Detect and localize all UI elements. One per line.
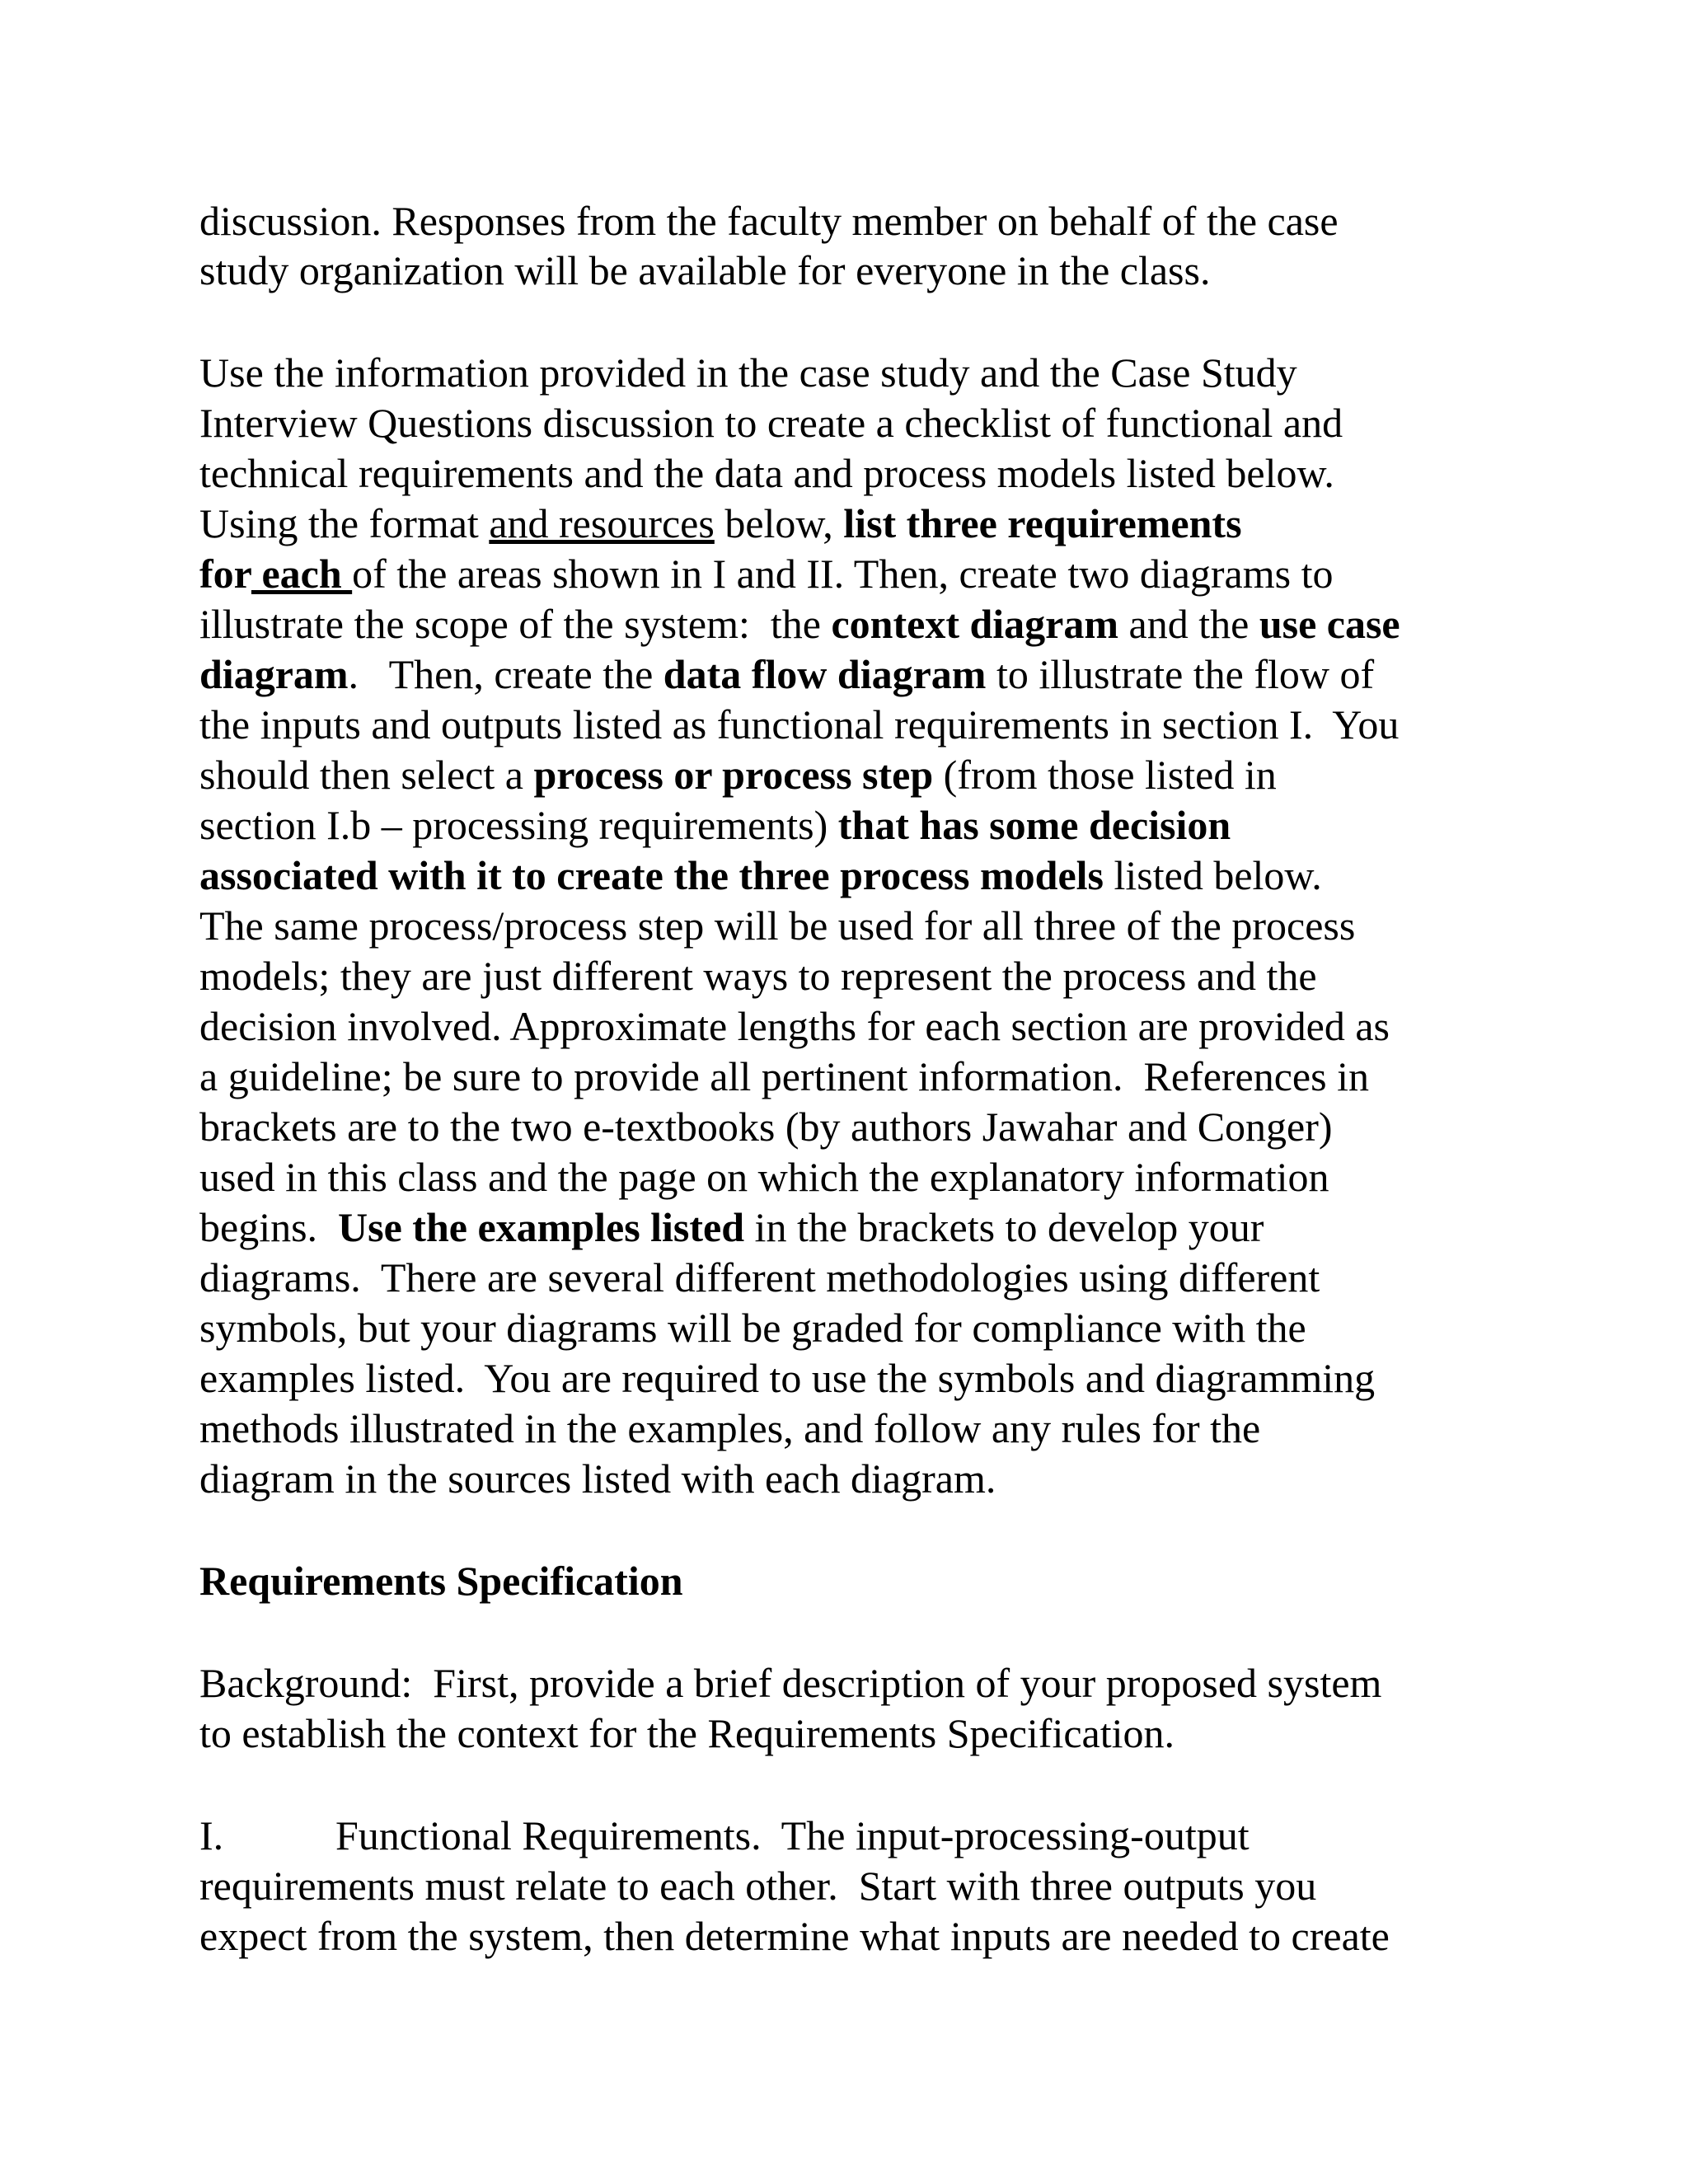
text-line: associated with it to create the three process models listed below. [199,852,1322,898]
bold-text: list three requirements [843,500,1242,546]
text-line: Interview Questions discussion to create a checklist of functional and [199,400,1343,446]
bold-text: use case [1259,601,1400,647]
text-line: diagram in the sources listed with each diagram. [199,1455,996,1502]
bold-text: data flow diagram [663,651,987,697]
text-line: Background: First, provide a brief description of your proposed system [199,1660,1382,1706]
bold-text: context diagram [831,601,1119,647]
section-heading: Requirements Specification [199,1558,683,1604]
bold-text: associated with it to create the three process models [199,852,1104,898]
text-line: study organization will be available for everyone in the class. [199,247,1211,293]
text-line: symbols, but your diagrams will be graded for compliance with the [199,1305,1306,1351]
list-number: I. [199,1812,224,1858]
underlined-text: and resources [489,500,715,546]
text-line: for each of the areas shown in I and II. Then, create two diagrams to [199,551,1334,597]
text-line: decision involved. Approximate lengths for each section are provided as [199,1003,1390,1049]
text-line: the inputs and outputs listed as functional requirements in section I. You [199,701,1400,748]
text-line: technical requirements and the data and process models listed below. [199,450,1334,496]
text-line: brackets are to the two e-textbooks (by authors Jawahar and Conger) [199,1104,1333,1150]
text-line: diagram. Then, create the data flow diagram to illustrate the flow of [199,651,1375,697]
text-line: used in this class and the page on which the explanatory information [199,1154,1329,1200]
text-line: Use the information provided in the case study and the Case Study [199,349,1297,396]
bold-underlined-text: each [251,551,353,597]
text-line: requirements must relate to each other. Start with three outputs you [199,1863,1317,1909]
text-line: Using the format and resources below, list three requirements [199,500,1242,546]
text-line: a guideline; be sure to provide all pertinent information. References in [199,1053,1369,1099]
text-line: The same process/process step will be used for all three of the process [199,902,1356,949]
text-line: I. Functional Requirements. The input-processing-output [199,1812,1250,1858]
text-line: expect from the system, then determine what inputs are needed to create [199,1913,1390,1959]
text-line: methods illustrated in the examples, and follow any rules for the [199,1405,1261,1451]
text-line: illustrate the scope of the system: the context diagram and the use case [199,601,1400,647]
text-line: section I.b – processing requirements) that has some decision [199,802,1231,848]
bold-text: that has some decision [837,802,1231,848]
bold-text: process or process step [533,752,934,798]
text-line: should then select a process or process step (from those listed in [199,752,1277,798]
bold-text: diagram [199,651,349,697]
text-line: diagrams. There are several different methodologies using different [199,1254,1320,1301]
bold-text: for [199,551,251,597]
text-line: examples listed. You are required to use the symbols and diagramming [199,1355,1376,1401]
text-line: begins. Use the examples listed in the brackets to develop your [199,1204,1264,1250]
text-line: to establish the context for the Requirements Specification. [199,1710,1175,1756]
bold-text: Use the examples listed [338,1204,745,1250]
text-line: discussion. Responses from the faculty member on behalf of the case [199,198,1339,244]
text-line: models; they are just different ways to represent the process and the [199,953,1317,999]
